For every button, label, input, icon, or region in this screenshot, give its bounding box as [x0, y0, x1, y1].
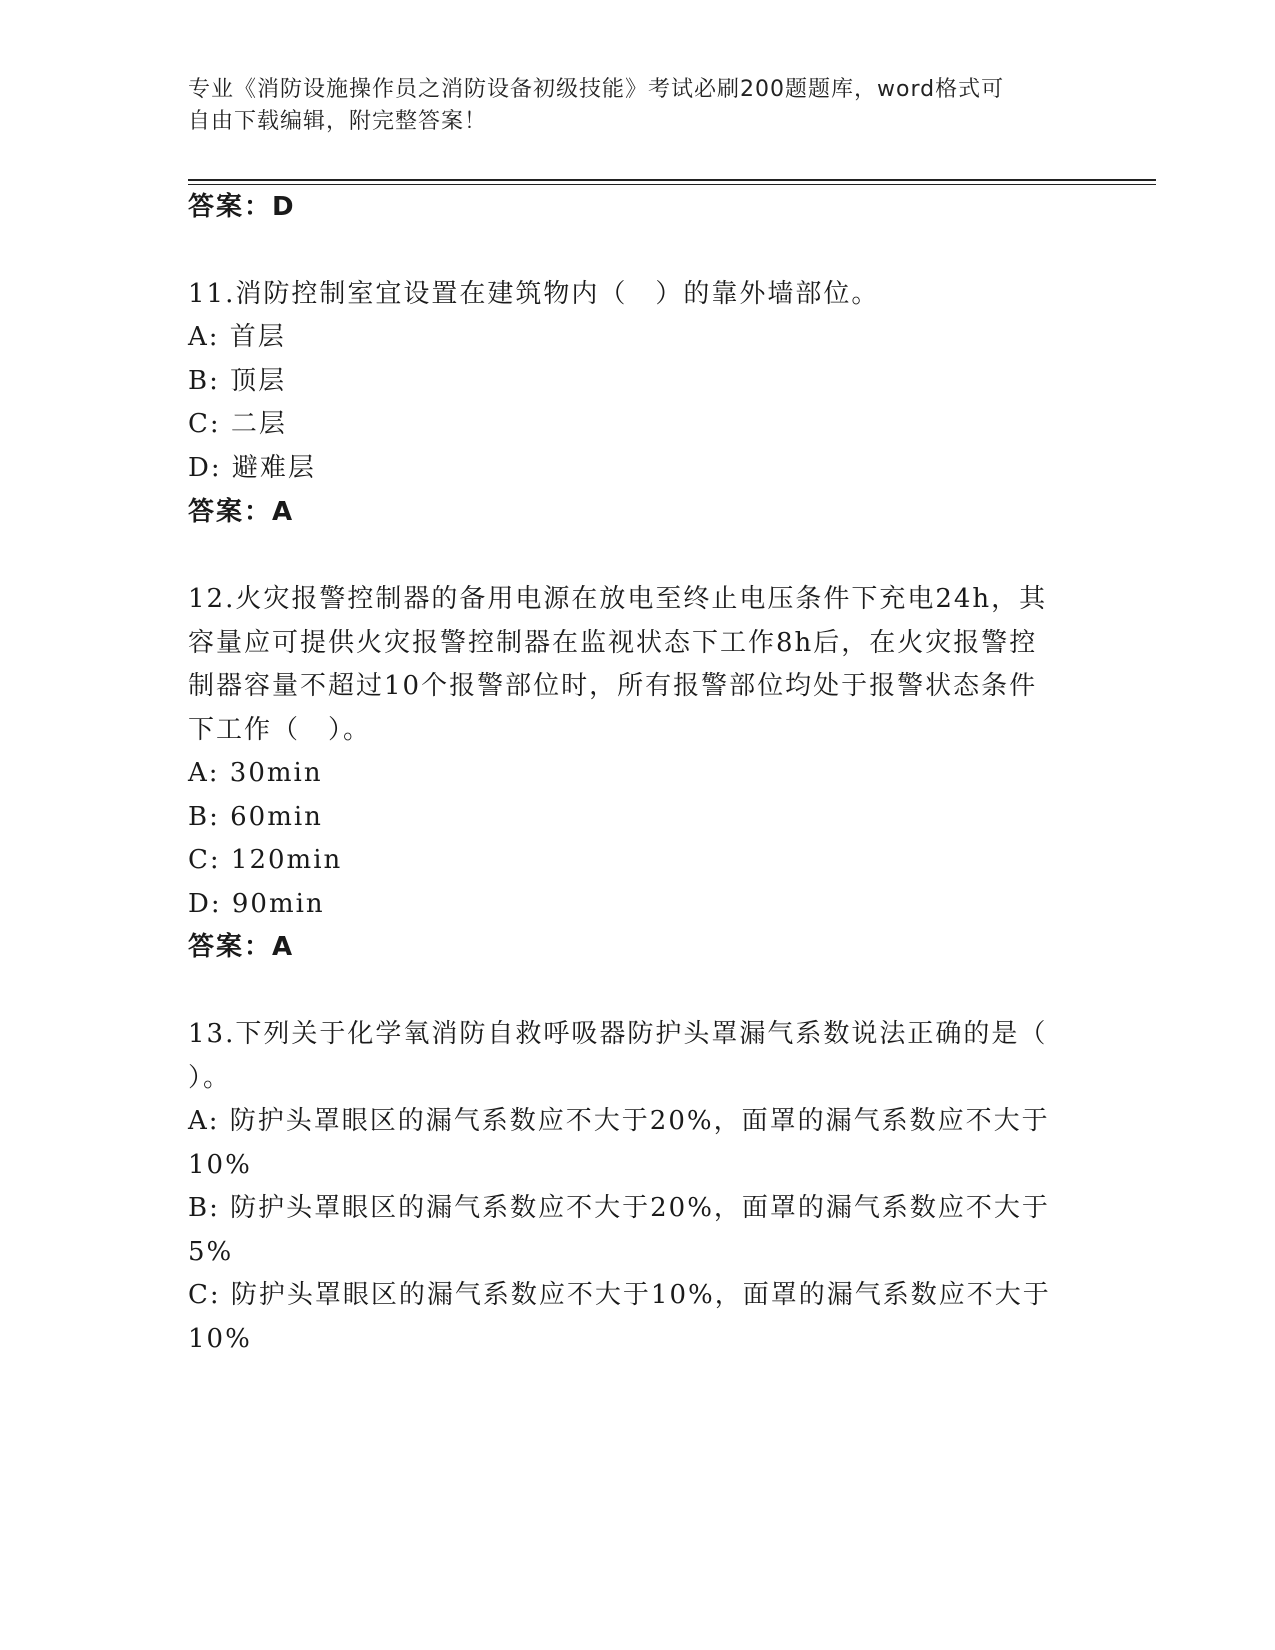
question-13-option-b-line-1: B: 防护头罩眼区的漏气系数应不大于20%，面罩的漏气系数应不大于	[188, 1193, 1050, 1223]
question-12-option-b: B: 60min	[188, 802, 323, 832]
answer-previous: 答案：D	[188, 192, 296, 222]
question-11-stem: 11.消防控制室宜设置在建筑物内（ ）的靠外墙部位。	[188, 279, 880, 309]
question-12-option-c: C: 120min	[188, 845, 343, 875]
question-11-option-c: C: 二层	[188, 409, 287, 439]
question-12-stem-line-2: 容量应可提供火灾报警控制器在监视状态下工作8h后，在火灾报警控	[188, 628, 1038, 658]
header-rule-thin	[188, 184, 1156, 185]
question-12-answer: 答案：A	[188, 932, 295, 962]
question-12-stem-line-4: 下工作（ ）。	[188, 715, 372, 745]
question-13-option-c-line-2: 10%	[188, 1324, 252, 1354]
question-11-option-b: B: 顶层	[188, 366, 287, 396]
question-12-stem-line-3: 制器容量不超过10个报警部位时，所有报警部位均处于报警状态条件	[188, 671, 1038, 701]
document-header	[188, 74, 1068, 138]
question-13-stem-line-1: 13.下列关于化学氧消防自救呼吸器防护头罩漏气系数说法正确的是（	[188, 1019, 1048, 1049]
question-13-option-c-line-1: C: 防护头罩眼区的漏气系数应不大于10%，面罩的漏气系数应不大于	[188, 1280, 1051, 1310]
question-13-option-b-line-2: 5%	[188, 1237, 234, 1267]
question-11-option-d: D: 避难层	[188, 453, 316, 483]
header-line-2: 自由下载编辑，附完整答案！	[188, 109, 488, 134]
question-13-stem-line-2: ）。	[188, 1063, 232, 1093]
header-rule-thick	[188, 179, 1156, 181]
question-12-stem-line-1: 12.火灾报警控制器的备用电源在放电至终止电压条件下充电24h，其	[188, 584, 1048, 614]
question-12-option-a: A: 30min	[188, 758, 323, 788]
header-line-1: 专业《消防设施操作员之消防设备初级技能》考试必刷200题题库，word格式可	[188, 77, 1005, 102]
question-13-option-a-line-2: 10%	[188, 1150, 252, 1180]
question-12-option-d: D: 90min	[188, 889, 325, 919]
question-11-answer: 答案：A	[188, 497, 295, 527]
question-11-option-a: A: 首层	[188, 322, 286, 352]
question-13-option-a-line-1: A: 防护头罩眼区的漏气系数应不大于20%，面罩的漏气系数应不大于	[188, 1106, 1050, 1136]
